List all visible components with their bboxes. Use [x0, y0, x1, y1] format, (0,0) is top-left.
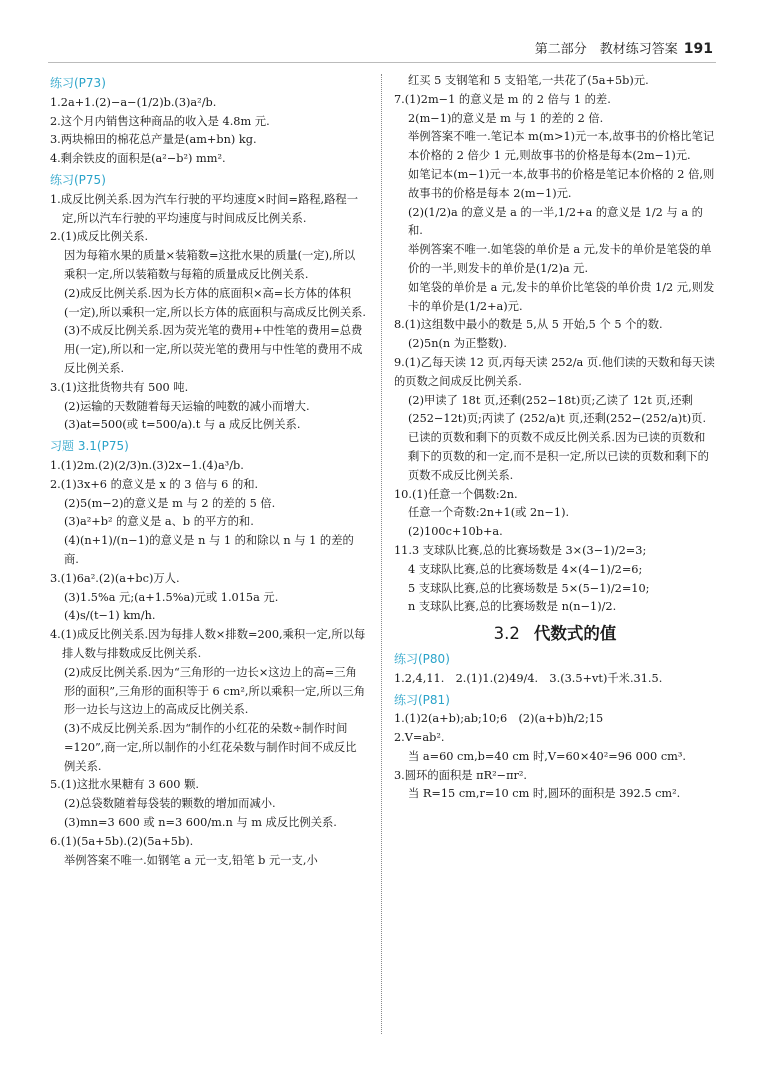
answer-line: (2)成反比例关系.因为“三角形的一边长×这边上的高=三角形的面积”,三角形的面积等于 6 cm²,所以乘积一定,所以三角形一边长与这边上的高成反比例关系. [64, 665, 366, 717]
answer-item: 3.(1)这批货物共有 500 吨. [50, 380, 189, 394]
answer-line: n 支球队比赛,总的比赛场数是 n(n−1)/2. [408, 600, 617, 614]
answer-line: 2(m−1)的意义是 m 与 1 的差的 2 倍. [408, 111, 604, 125]
answer-item: 2.这个月内销售这种商品的收入是 4.8m 元. [50, 114, 270, 128]
section-heading: 习题 3.1(P75) [50, 439, 129, 454]
answer-item: 4.剩余铁皮的面积是(a²−b²) mm². [50, 152, 226, 166]
answer-item: 5.(1)这批水果糖有 3 600 颗. [50, 778, 199, 792]
answer-item: 2.(1)成反比例关系. [50, 230, 149, 244]
answer-line: (3)1.5%a 元;(a+1.5%a)元或 1.015a 元. [64, 590, 279, 604]
answer-item: 2.(1)3x+6 的意义是 x 的 3 倍与 6 的和. [50, 477, 259, 491]
answer-line: (2)成反比例关系.因为长方体的底面积×高=长方体的体积(一定),所以乘积一定,所以长方体的底面积与高成反比例关系. [64, 286, 367, 319]
answer-line: (2)(1/2)a 的意义是 a 的一半,1/2+a 的意义是 1/2 与 a 的和. [408, 205, 703, 238]
answer-line: (3)a²+b² 的意义是 a、b 的平方的和. [64, 515, 254, 529]
answer-item: 1.(1)2m.(2)(2/3)n.(3)2x−1.(4)a³/b. [50, 458, 244, 472]
answer-line: 举例答案不唯一.如笔袋的单价是 a 元,发卡的单价是笔袋的单价的一半,则发卡的单价是(1/2)a 元. [408, 243, 712, 275]
answer-line: 举例答案不唯一.如钢笔 a 元一支,铅笔 b 元一支,小 [64, 853, 318, 867]
answer-line: 如笔记本(m−1)元一本,故事书的价格是笔记本价格的 2 倍,则故事书的价格是每本 2(m−1)元. [408, 167, 715, 200]
chapter-number: 3.2 [493, 624, 520, 644]
answer-line: (2)运输的天数随着每天运输的吨数的减小而增大. [64, 399, 310, 413]
answer-item: 2.V=ab². [394, 731, 445, 745]
chapter-text: 代数式的值 [533, 624, 617, 644]
answer-item: 10.(1)任意一个偶数:2n. [394, 487, 518, 501]
page-header [535, 38, 713, 57]
answer-item: 3.(1)6a².(2)(a+bc)万人. [50, 571, 180, 585]
answer-line: 举例答案不唯一.笔记本 m(m>1)元一本,故事书的价格比笔记本价格的 2 倍少 1 元,则故事书的价格是每本(2m−1)元. [408, 130, 715, 163]
answer-item: 8.(1)这组数中最小的数是 5,从 5 开始,5 个 5 个的数. [394, 318, 663, 332]
answer-line: 因为每箱水果的质量×装箱数=这批水果的质量(一定),所以乘积一定,所以装箱数与每箱的质量成反比例关系. [64, 249, 356, 281]
right-column [394, 72, 716, 804]
answer-item: 9.(1)乙每天读 12 页,丙每天读 252/a 页.他们读的天数和每天读的页数之间成反比例关系. [394, 355, 715, 388]
section-heading: 练习(P73) [50, 76, 106, 90]
answer-line: 4 支球队比赛,总的比赛场数是 4×(4−1)/2=6; [408, 562, 643, 576]
section-heading: 练习(P81) [394, 692, 450, 707]
answer-line: 任意一个奇数:2n+1(或 2n−1). [408, 506, 570, 520]
left-column [50, 72, 366, 870]
header-title: 第二部分 教材练习答案 [534, 42, 678, 57]
answer-line: (4)s/(t−1) km/h. [64, 609, 156, 623]
answer-line: (2)5n(n 为正整数). [408, 337, 507, 351]
answer-line: (2)总袋数随着每袋装的颗数的增加而减小. [64, 797, 276, 811]
answer-line: (2)100c+10b+a. [408, 525, 503, 539]
answer-item: 1.2,4,11. 2.(1)1.(2)49/4. 3.(3.5+vt)千米.31.5. [394, 671, 663, 685]
answer-item: 3.圆环的面积是 πR²−πr². [394, 768, 528, 782]
answer-line: (2)5(m−2)的意义是 m 与 2 的差的 5 倍. [64, 496, 276, 510]
answer-line: (2)甲读了 18t 页,还剩(252−18t)页;乙读了 12t 页,还剩(252−12t)页;丙读了 (252/a)t 页,还剩(252−(252/a)t)页. [408, 393, 707, 426]
answer-item: 7.(1)2m−1 的意义是 m 的 2 倍与 1 的差. [394, 92, 611, 106]
answer-line: (3)mn=3 600 或 n=3 600/m.n 与 m 成反比例关系. [64, 816, 337, 830]
answer-line: 红买 5 支钢笔和 5 支铅笔,一共花了(5a+5b)元. [408, 74, 649, 87]
section-heading: 练习(P80) [394, 651, 450, 666]
column-divider [381, 74, 382, 1034]
answer-line: (4)(n+1)/(n−1)的意义是 n 与 1 的和除以 n 与 1 的差的商. [64, 534, 354, 566]
answer-item: 1.成反比例关系.因为汽车行驶的平均速度×时间=路程,路程一定,所以汽车行驶的平均速度与时间成反比例关系. [50, 192, 359, 225]
answer-item: 1.2a+1.(2)−a−(1/2)b.(3)a²/b. [50, 95, 217, 109]
answer-item: 4.(1)成反比例关系.因为每排人数×排数=200,乘积一定,所以每排人数与排数成反比例关系. [50, 628, 366, 660]
section-heading: 练习(P75) [50, 172, 106, 187]
header-rule [48, 62, 716, 63]
answer-line: (3)不成反比例关系.因为荧光笔的费用+中性笔的费用=总费用(一定),所以和一定,所以荧光笔的费用与中性笔的费用不成反比例关系. [64, 324, 363, 375]
answer-line: 如笔袋的单价是 a 元,发卡的单价比笔袋的单价贵 1/2 元,则发卡的单价是(1/2+a)元. [408, 280, 715, 313]
answer-line: 当 R=15 cm,r=10 cm 时,圆环的面积是 392.5 cm². [408, 787, 681, 801]
answer-item: 11.3 支球队比赛,总的比赛场数是 3×(3−1)/2=3; [394, 543, 647, 557]
answer-line: (3)at=500(或 t=500/a).t 与 a 成反比例关系. [64, 418, 301, 432]
answer-line: (3)不成反比例关系.因为“制作的小红花的朵数÷制作时间=120”,商一定,所以制作的小红花朵数与制作时间不成反比例关系. [64, 722, 357, 773]
answer-line: 已读的页数和剩下的页数不成反比例关系.因为已读的页数和剩下的页数的和一定,而不是积一定,所以已读的页数和剩下的页数不成反比例关系. [408, 431, 709, 482]
answer-item: 3.两块棉田的棉花总产量是(am+bn) kg. [50, 133, 257, 147]
answer-line: 5 支球队比赛,总的比赛场数是 5×(5−1)/2=10; [408, 581, 650, 595]
chapter-title [394, 625, 716, 644]
answer-item: 6.(1)(5a+5b).(2)(5a+5b). [50, 834, 194, 848]
answer-item: 1.(1)2(a+b);ab;10;6 (2)(a+b)h/2;15 [394, 712, 604, 726]
answer-line: 当 a=60 cm,b=40 cm 时,V=60×40²=96 000 cm³. [408, 749, 686, 763]
page-number: 191 [683, 41, 713, 57]
